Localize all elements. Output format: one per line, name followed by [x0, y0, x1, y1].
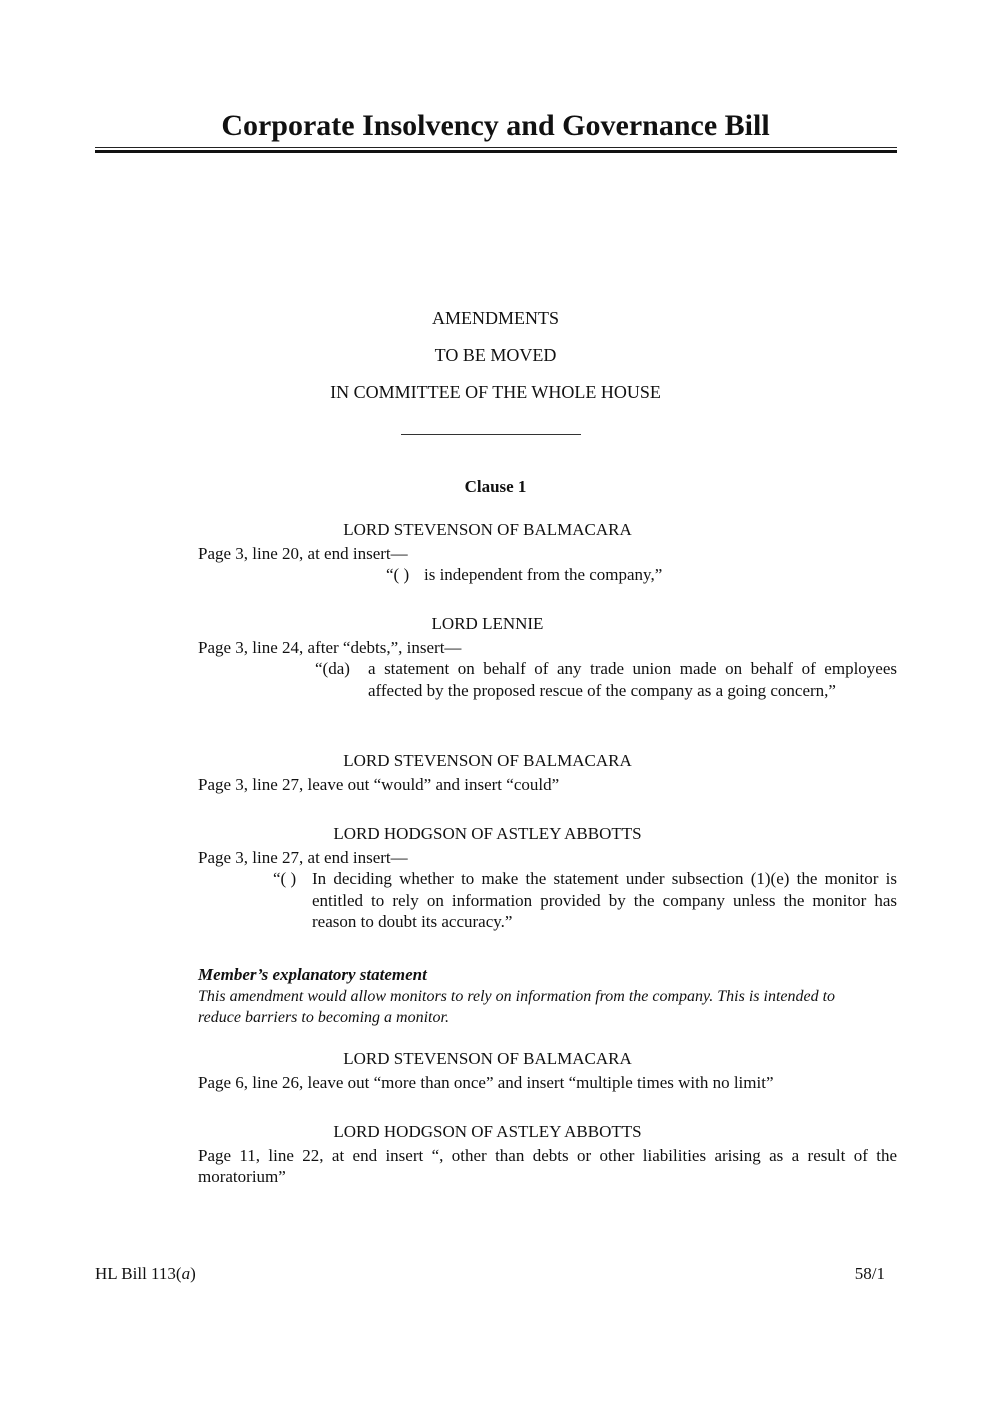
- page-reference: 58/1: [854, 1264, 885, 1283]
- amendment-3: [198, 750, 897, 795]
- member-name: LORD HODGSON OF ASTLEY ABBOTTS: [333, 1122, 642, 1141]
- member-name: LORD STEVENSON OF BALMACARA: [343, 520, 632, 539]
- title-rule-thin: [95, 147, 897, 148]
- quote-text: a statement on behalf of any trade union made on behalf of employees affected by the proposed rescue of the company as a going concern,”: [368, 659, 897, 700]
- bill-reference-suffix: a: [181, 1264, 191, 1283]
- amendment-5: [198, 1048, 897, 1093]
- amendment-1: [198, 519, 897, 586]
- member-name: LORD STEVENSON OF BALMACARA: [343, 751, 632, 770]
- amendment-2: [198, 613, 897, 701]
- amendment-quote: [273, 868, 897, 933]
- document-title: Corporate Insolvency and Governance Bill: [221, 109, 770, 142]
- amendment-instruction: Page 3, line 27, leave out “would” and insert “could”: [198, 774, 560, 794]
- amendment-instruction: Page 3, line 20, at end insert—: [198, 543, 408, 563]
- member-name: LORD STEVENSON OF BALMACARA: [343, 1049, 632, 1068]
- amendment-instruction: Page 3, line 27, at end insert—: [198, 847, 408, 867]
- explanatory-statement: [198, 964, 897, 1028]
- amendment-instruction: Page 11, line 22, at end insert “, other than debts or other liabilities arising as a result of the moratorium”: [198, 1145, 897, 1186]
- member-name: LORD LENNIE: [431, 614, 544, 633]
- bill-reference-close: ): [190, 1264, 196, 1283]
- quote-text: is independent from the company,”: [424, 565, 663, 584]
- explanatory-heading: Member’s explanatory statement: [198, 965, 427, 984]
- quote-number: “( ): [273, 869, 297, 888]
- heading-to-be-moved: TO BE MOVED: [434, 345, 557, 365]
- clause-heading: Clause 1: [464, 477, 527, 496]
- bill-reference-text: HL Bill 113(: [95, 1264, 182, 1283]
- bill-reference: [95, 1264, 196, 1284]
- title-rule-thick: [95, 150, 897, 153]
- heading-committee: IN COMMITTEE OF THE WHOLE HOUSE: [330, 382, 661, 402]
- heading-separator: [401, 434, 581, 435]
- quote-number: “( ): [386, 565, 410, 584]
- explanatory-text: This amendment would allow monitors to rely on information from the company. This is intended to reduce barriers to becoming a monitor.: [198, 987, 836, 1026]
- amendment-quote: [386, 564, 897, 586]
- quote-text: In deciding whether to make the statement under subsection (1)(e) the monitor is entitled to rely on information provided by the company unless the monitor has reason to doubt its accuracy.”: [312, 869, 897, 931]
- member-name: LORD HODGSON OF ASTLEY ABBOTTS: [333, 824, 642, 843]
- amendment-instruction: Page 3, line 24, after “debts,”, insert—: [198, 637, 462, 657]
- amendment-quote: [315, 658, 897, 701]
- amendment-6: [198, 1121, 897, 1188]
- amendment-instruction: Page 6, line 26, leave out “more than once” and insert “multiple times with no limit”: [198, 1072, 774, 1092]
- amendment-4: [198, 823, 897, 933]
- heading-amendments: AMENDMENTS: [431, 308, 559, 328]
- quote-number: “(da): [315, 659, 350, 678]
